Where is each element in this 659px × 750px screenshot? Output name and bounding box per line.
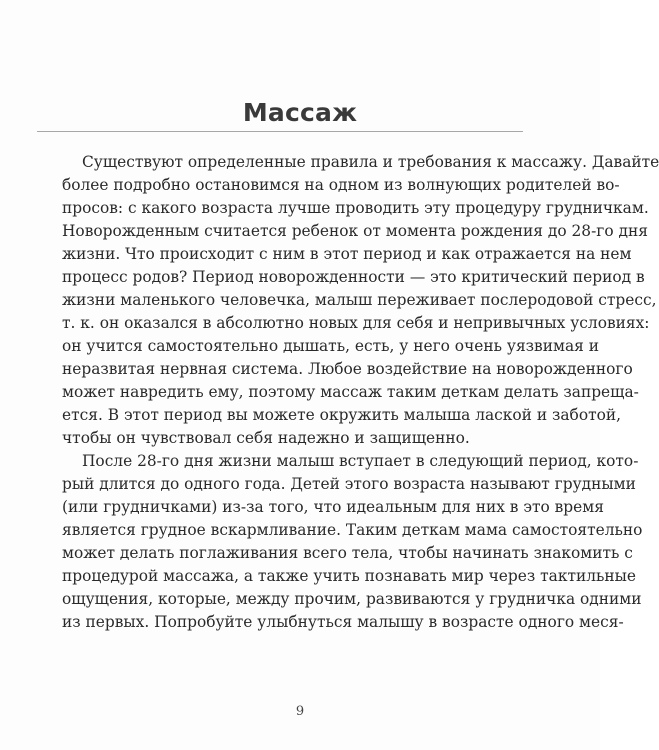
text-line: неразвитая нервная система. Любое воздействие на новорожденного xyxy=(62,360,633,378)
text-line: ощущения, которые, между прочим, развиваются у грудничка одними xyxy=(62,590,642,608)
title-divider xyxy=(37,131,523,132)
text-line: (или грудничками) из-за того, что идеальным для них в это время xyxy=(62,498,604,516)
text-line: Новорожденным считается ребенок от момента рождения до 28-го дня xyxy=(62,222,648,240)
text-line: т. к. он оказался в абсолютно новых для себя и непривычных условиях: xyxy=(62,314,650,332)
body-text xyxy=(62,151,659,634)
text-line: более подробно остановимся на одном из волнующих родителей во- xyxy=(62,176,620,194)
text-line: жизни. Что происходит с ним в этот период и как отражается на нем xyxy=(62,245,632,263)
text-line: является грудное вскармливание. Таким деткам мама самостоятельно xyxy=(62,521,643,539)
text-line: может делать поглаживания всего тела, чтобы начинать знакомить с xyxy=(62,544,633,562)
text-line: он учится самостоятельно дышать, есть, у него очень уязвимая и xyxy=(62,337,599,355)
paragraph-1 xyxy=(62,151,659,450)
text-line: жизни маленького человечка, малыш переживает послеродовой стресс, xyxy=(62,291,657,309)
text-line: процесс родов? Период новорожденности — это критический период в xyxy=(62,268,645,286)
text-line: рый длится до одного года. Детей этого возраста называют грудными xyxy=(62,475,636,493)
text-line: После 28-го дня жизни малыш вступает в следующий период, кото- xyxy=(82,452,639,470)
text-line: процедурой массажа, а также учить познавать мир через тактильные xyxy=(62,567,637,585)
text-line: может навредить ему, поэтому массаж таким деткам делать запреща- xyxy=(62,383,639,401)
text-line: просов: с какого возраста лучше проводить эту процедуру грудничкам. xyxy=(62,199,649,217)
text-line: из первых. Попробуйте улыбнуться малышу в возрасте одного меся- xyxy=(62,613,624,631)
paragraph-2 xyxy=(62,450,643,634)
page-title: Массаж xyxy=(242,98,358,127)
text-line: Существуют определенные правила и требования к массажу. Давайте xyxy=(82,153,659,171)
text-line: ется. В этот период вы можете окружить малыша лаской и заботой, xyxy=(62,406,622,424)
page-number: 9 xyxy=(295,704,305,719)
text-line: чтобы он чувствовал себя надежно и защищенно. xyxy=(62,429,470,447)
